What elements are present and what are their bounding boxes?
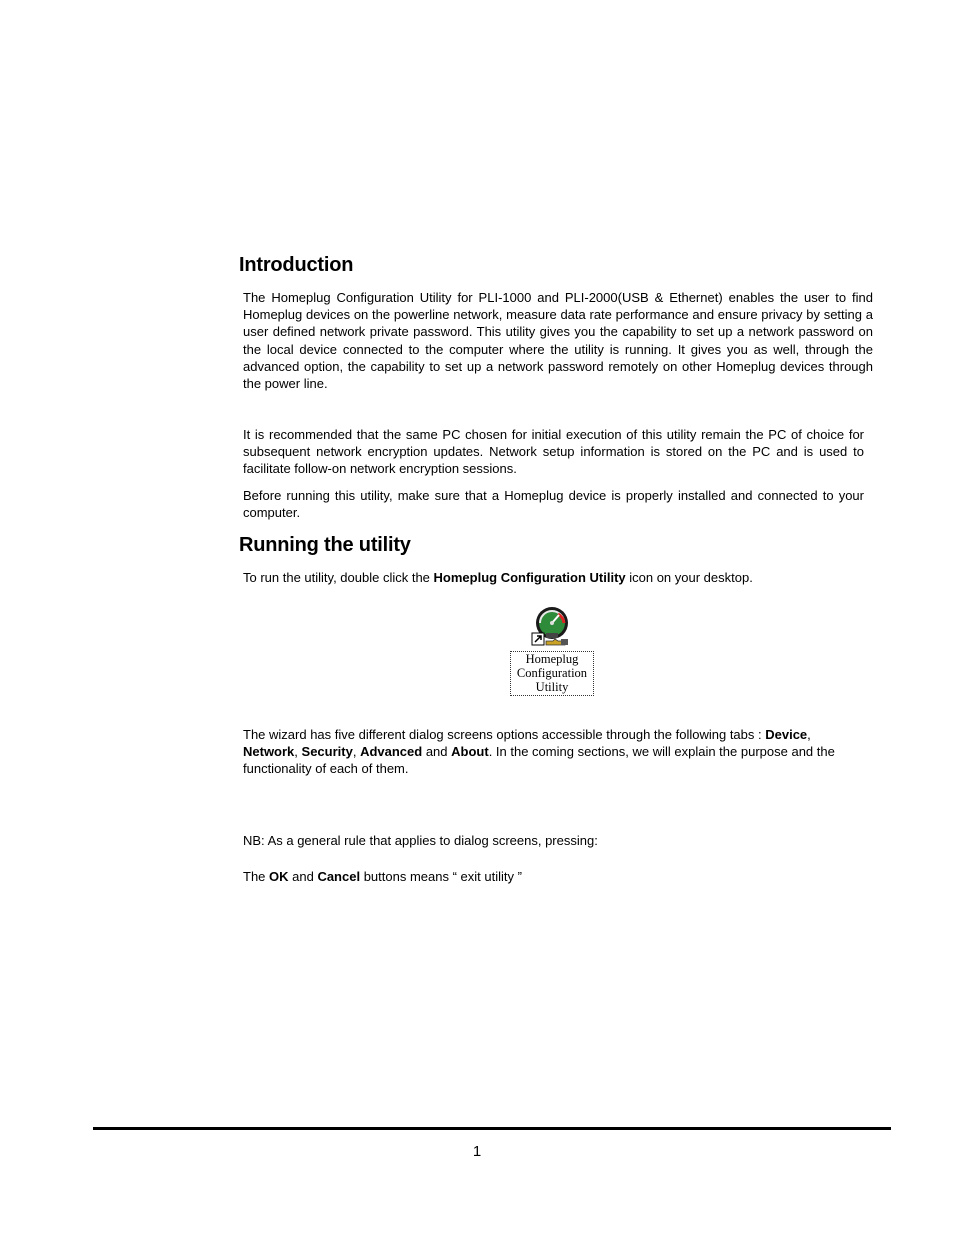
caption-line-3: Utility [535, 680, 569, 694]
run-text-post: icon on your desktop. [625, 570, 753, 585]
run-text-bold: Homeplug Configuration Utility [433, 570, 626, 585]
tabs-intro-text: The wizard has five different dialog screens options accessible through the following tabs : [243, 727, 766, 742]
page-number: 1 [472, 1143, 482, 1160]
tabs-paragraph [243, 726, 858, 778]
ok-note-post: buttons means “ exit utility ” [360, 869, 522, 884]
ok-note-pre: The [243, 869, 270, 884]
desktop-shortcut[interactable] [510, 606, 594, 698]
tab-name-device: Device [765, 727, 808, 742]
tab-separator: , [294, 744, 302, 760]
gauge-shortcut-icon [531, 606, 571, 648]
caption-line-1: Homeplug [525, 652, 579, 666]
tab-name-network: Network [243, 744, 295, 760]
heading-introduction: Introduction [239, 254, 354, 276]
tab-name-about: About [451, 744, 489, 760]
tab-name-security: Security [301, 744, 353, 760]
tab-separator: , [807, 727, 811, 742]
tab-separator: , [352, 744, 361, 760]
intro-paragraph-1: The Homeplug Configuration Utility for PLI-1000 and PLI-2000(USB & Ethernet) enables the user to find Homeplug devices on the powerline network, measure data rate performance and ensure privacy by setting a user defined network private password. This utility gives you the capability to set up a network password on the local device connected to the computer where the utility is running. It gives you as well, through the advanced option, the capability to set up a network password remotely on other Homeplug devices through the power line. [243, 290, 873, 392]
tab-name-advanced: Advanced [360, 744, 423, 760]
footer-rule [93, 1127, 891, 1130]
tab-separator: and [422, 744, 452, 760]
intro-paragraph-2: It is recommended that the same PC chosen for initial execution of this utility remain the PC of choice for subsequent network encryption updates. Network setup information is stored on the PC and is used to facilitate follow-on network encryption sessions. [243, 427, 864, 477]
caption-line-2: Configuration [516, 666, 588, 680]
tabs-closing-text: . In the coming sections, we will explain the purpose and the functionality of each of them. [243, 744, 835, 777]
ok-cancel-note [243, 868, 864, 885]
ok-label: OK [269, 869, 289, 884]
intro-paragraph-3: Before running this utility, make sure that a Homeplug device is properly installed and connected to your computer. [243, 488, 864, 521]
cancel-label: Cancel [317, 869, 361, 884]
shortcut-caption [510, 651, 594, 696]
heading-running-utility: Running the utility [239, 534, 411, 556]
nb-note: NB: As a general rule that applies to dialog screens, pressing: [243, 833, 598, 848]
run-instruction [243, 569, 883, 586]
ok-note-mid: and [288, 869, 318, 884]
run-text-pre: To run the utility, double click the [243, 570, 434, 585]
